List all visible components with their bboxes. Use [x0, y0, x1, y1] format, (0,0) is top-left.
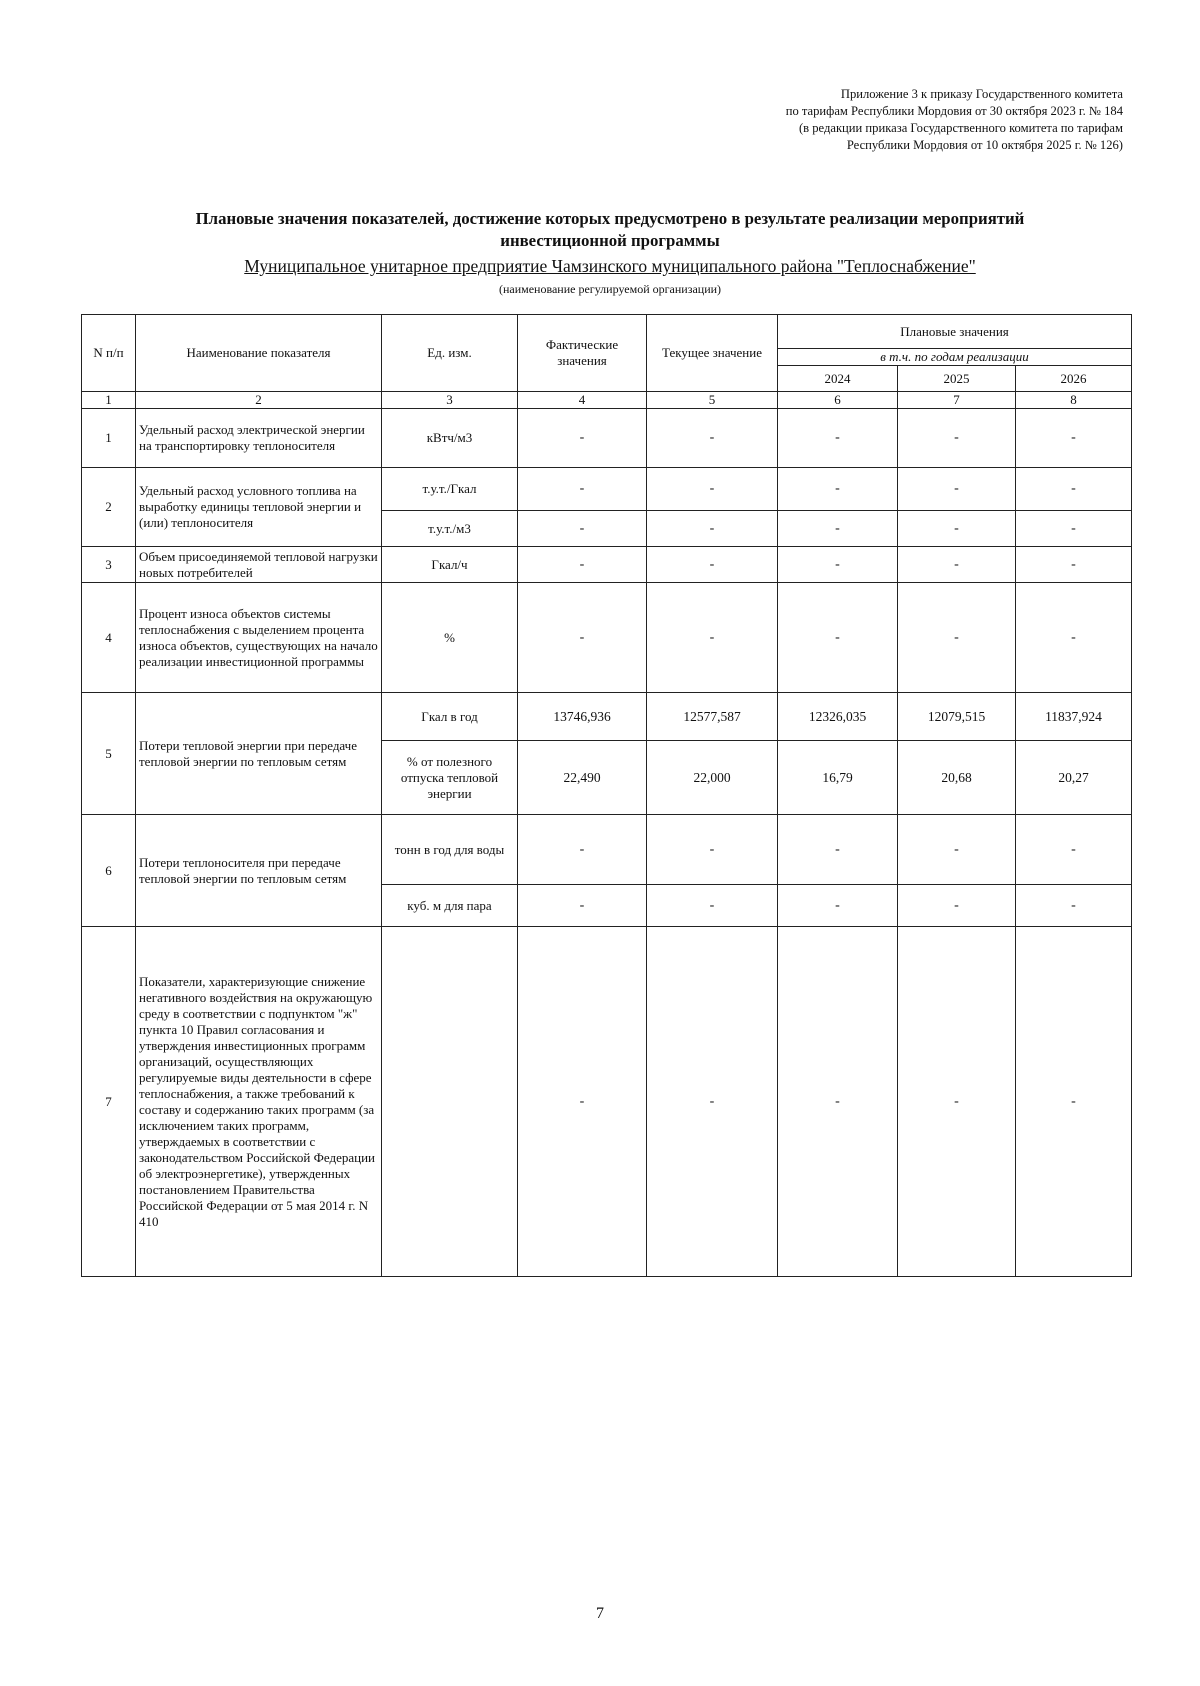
column-number: 7	[898, 392, 1016, 409]
header-year: 2024	[778, 366, 898, 392]
actual-value: -	[518, 885, 647, 927]
plan-2025-value: -	[898, 815, 1016, 885]
page-number: 7	[596, 1605, 604, 1622]
current-value: -	[647, 547, 778, 583]
column-number: 4	[518, 392, 647, 409]
column-number: 2	[136, 392, 382, 409]
row-number: 4	[82, 583, 136, 693]
plan-2024-value: -	[778, 547, 898, 583]
row-number: 1	[82, 409, 136, 468]
actual-value: -	[518, 511, 647, 547]
header-name: Наименование показателя	[136, 315, 382, 392]
header-unit: Ед. изм.	[382, 315, 518, 392]
actual-value: 13746,936	[518, 693, 647, 741]
unit-cell: куб. м для пара	[382, 885, 518, 927]
table-row	[82, 409, 1132, 468]
column-number: 8	[1016, 392, 1132, 409]
indicator-name: Удельный расход электрической энергии на транспортировку теплоносителя	[136, 409, 382, 468]
plan-2025-value: -	[898, 511, 1016, 547]
current-value: -	[647, 885, 778, 927]
indicator-name: Показатели, характеризующие снижение негативного воздействия на окружающую среду в соответствии с подпунктом "ж" пункта 10 Правил согласования и утверждения инвестиционных программ организаций, осуществляющих регулируемые виды деятельности в сфере теплоснабжения, а также требований к составу и содержанию таких программ (за исключением таких программ, утверждаемых в соответствии с законодательством Российской Федерации об электроэнергетике), утвержденных постановлением Правительства Российской Федерации от 5 мая 2014 г. N 410	[136, 927, 382, 1277]
appendix-line: Республики Мордовия от 10 октября 2025 г. № 126)	[846, 138, 1123, 152]
unit-cell: %	[382, 583, 518, 693]
appendix-line: (в редакции приказа Государственного комитета по тарифам	[798, 121, 1123, 135]
row-number: 5	[82, 693, 136, 815]
unit-cell: т.у.т./м3	[382, 511, 518, 547]
header-planned: Плановые значения	[778, 315, 1132, 349]
plan-2024-value: -	[778, 815, 898, 885]
organization-name	[80, 255, 1140, 277]
plan-2026-value: -	[1016, 927, 1132, 1277]
header-current: Текущее значение	[647, 315, 778, 392]
plan-2025-value: -	[898, 547, 1016, 583]
plan-2024-value: -	[778, 511, 898, 547]
title-line: Плановые значения показателей, достижение которых предусмотрено в результате реализации мероприятий	[195, 209, 1025, 228]
plan-2025-value: 20,68	[898, 741, 1016, 815]
plan-2025-value: -	[898, 583, 1016, 693]
row-number: 2	[82, 468, 136, 547]
row-number: 7	[82, 927, 136, 1277]
plan-2024-value: 12326,035	[778, 693, 898, 741]
organization-caption: (наименование регулируемой организации)	[498, 282, 722, 296]
plan-2026-value: -	[1016, 815, 1132, 885]
indicator-name: Потери тепловой энергии при передаче тепловой энергии по тепловым сетям	[136, 693, 382, 815]
table-row	[82, 547, 1132, 583]
current-value: 12577,587	[647, 693, 778, 741]
header-actual: Фактические значения	[518, 315, 647, 392]
actual-value: -	[518, 547, 647, 583]
plan-2024-value: -	[778, 927, 898, 1277]
unit-cell: % от полезного отпуска тепловой энергии	[382, 741, 518, 815]
current-value: 22,000	[647, 741, 778, 815]
column-number: 1	[82, 392, 136, 409]
table-row	[82, 927, 1132, 1277]
plan-2025-value: -	[898, 885, 1016, 927]
unit-cell: тонн в год для воды	[382, 815, 518, 885]
column-number: 3	[382, 392, 518, 409]
plan-2026-value: -	[1016, 511, 1132, 547]
indicator-name: Процент износа объектов системы теплоснабжения с выделением процента износа объектов, существующих на начало реализации инвестиционной программы	[136, 583, 382, 693]
actual-value: -	[518, 927, 647, 1277]
current-value: -	[647, 815, 778, 885]
title-line: инвестиционной программы	[500, 231, 720, 250]
actual-value: -	[518, 583, 647, 693]
unit-cell: Гкал/ч	[382, 547, 518, 583]
indicator-name: Потери теплоносителя при передаче тепловой энергии по тепловым сетям	[136, 815, 382, 927]
plan-2025-value: -	[898, 927, 1016, 1277]
current-value: -	[647, 927, 778, 1277]
table-row	[82, 583, 1132, 693]
unit-cell: Гкал в год	[382, 693, 518, 741]
plan-2024-value: -	[778, 468, 898, 511]
unit-cell: кВтч/м3	[382, 409, 518, 468]
indicator-name: Удельный расход условного топлива на выработку единицы тепловой энергии и (или) теплоносителя	[136, 468, 382, 547]
appendix-reference	[523, 86, 1123, 154]
plan-2026-value: 20,27	[1016, 741, 1132, 815]
indicator-name: Объем присоединяемой тепловой нагрузки новых потребителей	[136, 547, 382, 583]
actual-value: -	[518, 468, 647, 511]
plan-2025-value: -	[898, 468, 1016, 511]
actual-value: -	[518, 815, 647, 885]
plan-2025-value: -	[898, 409, 1016, 468]
plan-2026-value: -	[1016, 547, 1132, 583]
header-num: N п/п	[82, 315, 136, 392]
unit-cell	[382, 927, 518, 1277]
actual-value: -	[518, 409, 647, 468]
header-by-years: в т.ч. по годам реализации	[778, 349, 1132, 366]
plan-2024-value: -	[778, 583, 898, 693]
unit-cell: т.у.т./Гкал	[382, 468, 518, 511]
document-title	[90, 208, 1130, 252]
plan-2024-value: 16,79	[778, 741, 898, 815]
row-number: 3	[82, 547, 136, 583]
plan-2026-value: -	[1016, 885, 1132, 927]
row-number: 6	[82, 815, 136, 927]
plan-2026-value: -	[1016, 468, 1132, 511]
current-value: -	[647, 583, 778, 693]
column-number: 5	[647, 392, 778, 409]
organization-text: Муниципальное унитарное предприятие Чамзинского муниципального района "Теплоснабжение"	[244, 256, 976, 276]
plan-2026-value: 11837,924	[1016, 693, 1132, 741]
header-year: 2026	[1016, 366, 1132, 392]
table-row	[82, 815, 1132, 885]
appendix-line: по тарифам Республики Мордовия от 30 октября 2023 г. № 184	[785, 104, 1123, 118]
table-row	[82, 468, 1132, 511]
appendix-line: Приложение 3 к приказу Государственного комитета	[840, 87, 1123, 101]
indicators-table	[81, 314, 1132, 1277]
table-row	[82, 693, 1132, 741]
plan-2026-value: -	[1016, 409, 1132, 468]
actual-value: 22,490	[518, 741, 647, 815]
plan-2024-value: -	[778, 409, 898, 468]
plan-2026-value: -	[1016, 583, 1132, 693]
plan-2025-value: 12079,515	[898, 693, 1016, 741]
column-number: 6	[778, 392, 898, 409]
header-year: 2025	[898, 366, 1016, 392]
current-value: -	[647, 468, 778, 511]
current-value: -	[647, 409, 778, 468]
plan-2024-value: -	[778, 885, 898, 927]
current-value: -	[647, 511, 778, 547]
